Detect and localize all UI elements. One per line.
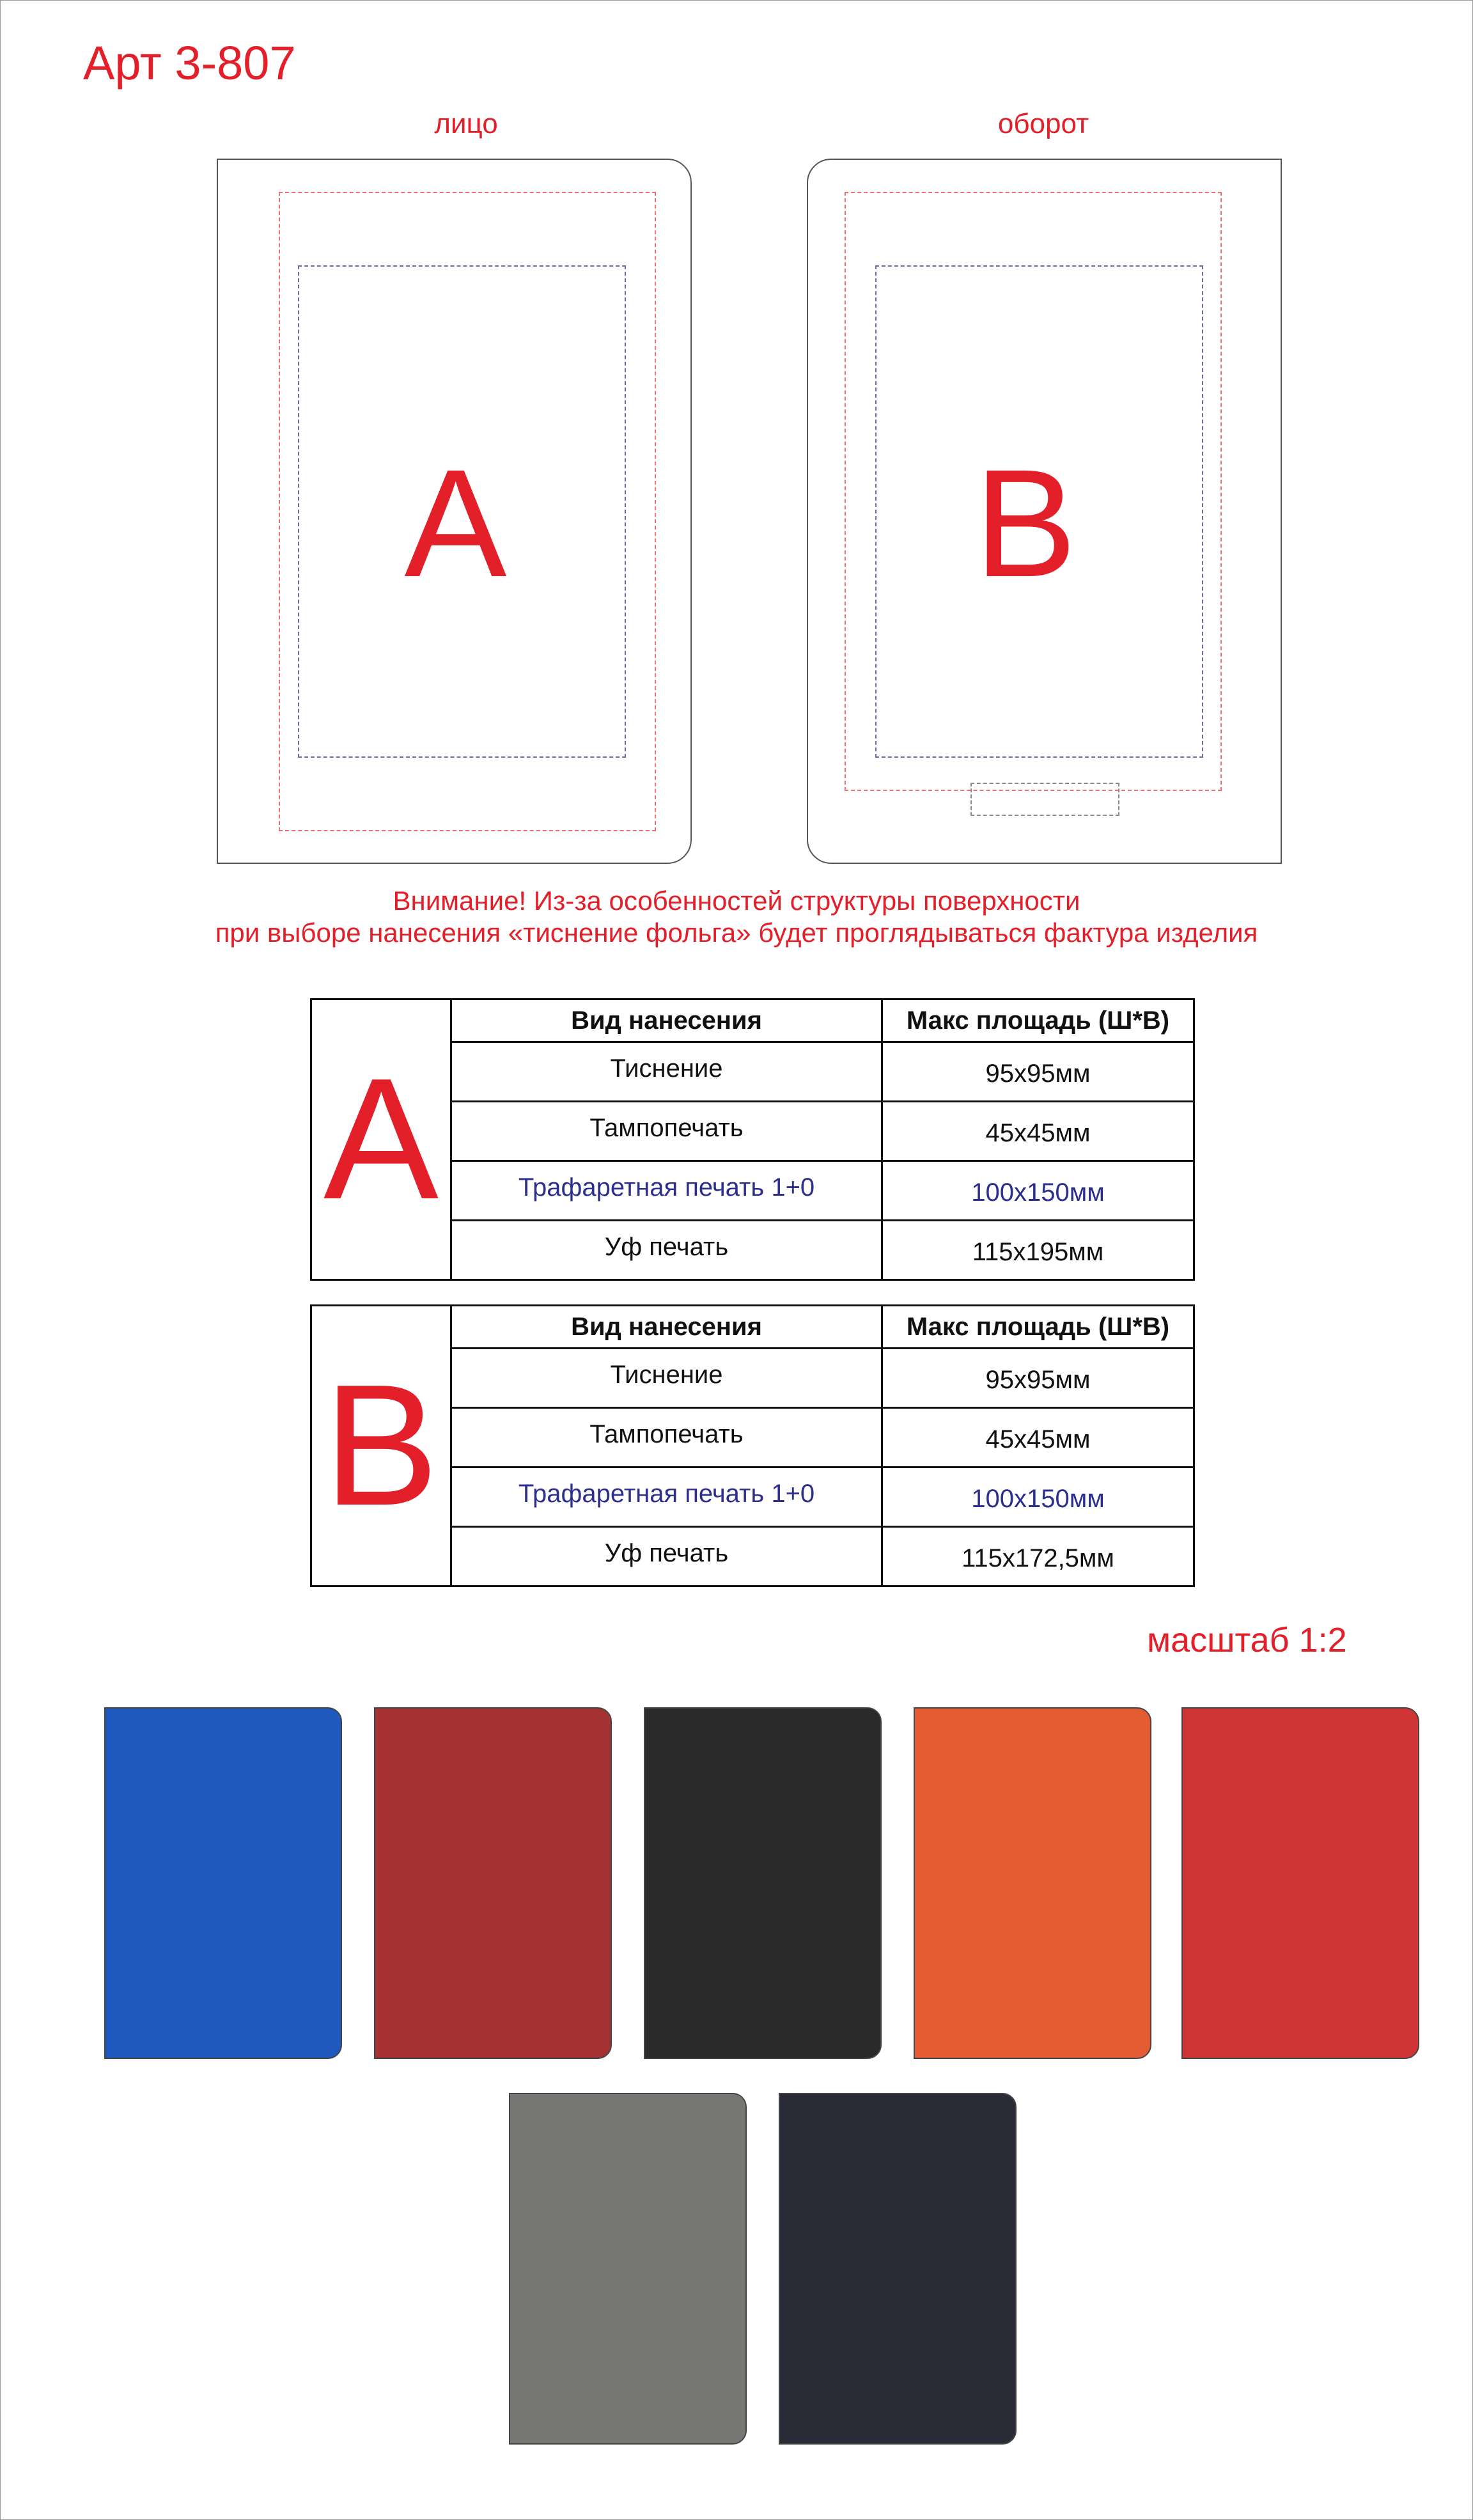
print-methods-table-a [310, 998, 1195, 1281]
max-area-cell: 45х45мм [985, 1425, 1091, 1453]
table-row [452, 1409, 1193, 1468]
table-header-row [452, 1306, 1193, 1349]
color-swatch-grey [509, 2093, 747, 2445]
method-cell: Трафаретная печать 1+0 [452, 1162, 883, 1219]
method-cell: Тиснение [452, 1043, 883, 1100]
method-cell: Тампопечать [452, 1102, 883, 1160]
method-cell: Трафаретная печать 1+0 [452, 1468, 883, 1526]
front-cover-diagram [217, 159, 692, 864]
color-swatch-orange [914, 1707, 1151, 2059]
header-max-area: Макс площадь (Ш*В) [906, 1006, 1170, 1035]
front-letter: A [404, 437, 507, 609]
table-letter-a: A [312, 1000, 452, 1279]
method-cell: Уф печать [452, 1221, 883, 1279]
max-area-cell: 100х150мм [971, 1485, 1105, 1513]
table-row [452, 1468, 1193, 1528]
table-row [452, 1043, 1193, 1102]
color-swatch-black [644, 1707, 882, 2059]
method-cell: Уф печать [452, 1528, 883, 1585]
max-area-cell: 95х95мм [985, 1366, 1091, 1394]
max-area-cell: 100х150мм [971, 1178, 1105, 1207]
back-label-plate [970, 783, 1119, 816]
scale-label: масштаб 1:2 [1147, 1621, 1347, 1659]
table-row [452, 1162, 1193, 1221]
back-label: оборот [997, 108, 1089, 139]
back-letter: B [974, 437, 1077, 609]
color-swatch-dark-red [374, 1707, 612, 2059]
color-swatch-blue [104, 1707, 342, 2059]
color-swatch-red [1181, 1707, 1419, 2059]
method-cell: Тиснение [452, 1349, 883, 1407]
article-title: Арт 3-807 [83, 36, 296, 90]
print-methods-table-b [310, 1304, 1195, 1587]
max-area-cell: 45х45мм [985, 1119, 1091, 1147]
table-row [452, 1102, 1193, 1162]
table-row [452, 1221, 1193, 1279]
table-header-row [452, 1000, 1193, 1043]
table-row [452, 1528, 1193, 1585]
table-row [452, 1349, 1193, 1409]
max-area-cell: 115х172,5мм [962, 1544, 1114, 1572]
header-method: Вид нанесения [452, 1000, 883, 1041]
max-area-cell: 115х195мм [972, 1238, 1104, 1266]
front-label: лицо [434, 108, 498, 139]
header-max-area: Макс площадь (Ш*В) [906, 1313, 1170, 1341]
warning-line-1: Внимание! Из-за особенностей структуры поверхности [393, 886, 1080, 916]
header-method: Вид нанесения [452, 1306, 883, 1347]
table-letter-b: B [312, 1306, 452, 1585]
method-cell: Тампопечать [452, 1409, 883, 1466]
back-cover-diagram [807, 159, 1282, 864]
max-area-cell: 95х95мм [985, 1060, 1091, 1088]
color-swatch-navy [779, 2093, 1017, 2445]
warning-line-2: при выборе нанесения «тиснение фольга» будет проглядываться фактура изделия [215, 918, 1258, 948]
